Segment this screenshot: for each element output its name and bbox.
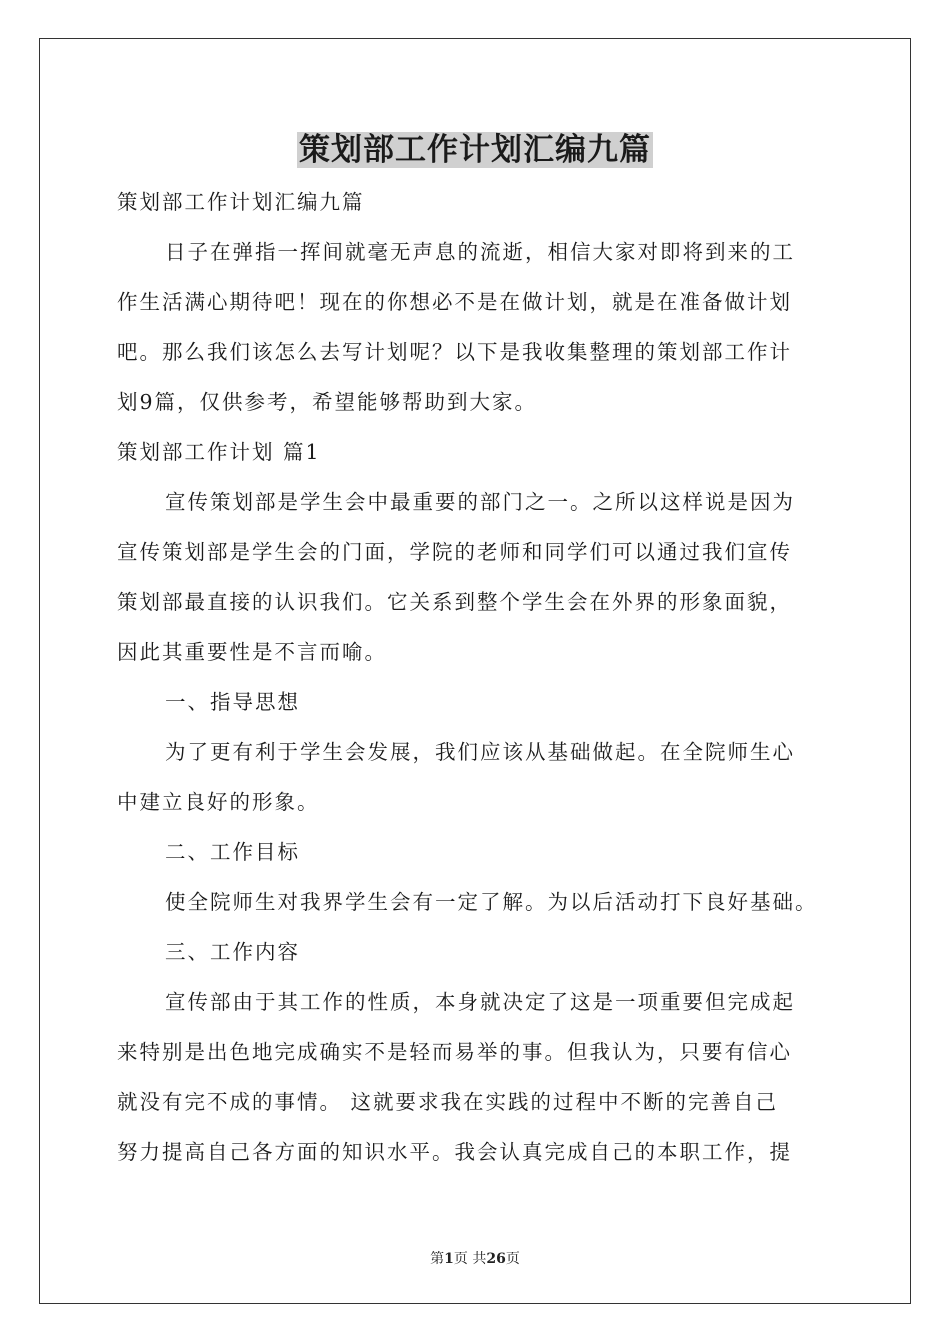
text-line: 作生活满心期待吧！现在的你想必不是在做计划，就是在准备做计划: [117, 290, 792, 314]
document-title-text: 策划部工作计划汇编九篇: [299, 132, 651, 168]
footer-middle: 页 共: [453, 1251, 487, 1267]
text-line: 努力提高自己各方面的知识水平。我会认真完成自己的本职工作，提: [117, 1140, 792, 1164]
footer-suffix: 页: [505, 1251, 520, 1267]
text-line: 三、工作内容: [165, 940, 300, 964]
text-line: 策划部工作计划 篇1: [117, 440, 321, 464]
text-line: 策划部工作计划汇编九篇: [117, 190, 365, 214]
text-line: 策划部最直接的认识我们。它关系到整个学生会在外界的形象面貌，: [117, 590, 792, 614]
text-line: 为了更有利于学生会发展，我们应该从基础做起。在全院师生心: [165, 740, 795, 764]
text-line: 日子在弹指一挥间就毫无声息的流逝，相信大家对即将到来的工: [165, 240, 795, 264]
text-line: 中建立良好的形象。: [117, 790, 320, 814]
text-line: 二、工作目标: [165, 840, 300, 864]
text-line: 划9篇，仅供参考，希望能够帮助到大家。: [117, 390, 538, 414]
text-line: 吧。那么我们该怎么去写计划呢？以下是我收集整理的策划部工作计: [117, 340, 792, 364]
text-line: 使全院师生对我界学生会有一定了解。为以后活动打下良好基础。: [165, 890, 818, 914]
text-line: 一、指导思想: [165, 690, 300, 714]
footer-page-number: 1: [444, 1251, 454, 1267]
document-title: [0, 128, 950, 172]
document-body: [117, 177, 839, 1177]
page-footer: [0, 1248, 950, 1268]
text-line: 宣传部由于其工作的性质，本身就决定了这是一项重要但完成起: [165, 990, 795, 1014]
text-line: 就没有完不成的事情。 这就要求我在实践的过程中不断的完善自己: [117, 1090, 779, 1114]
footer-prefix: 第: [430, 1251, 445, 1267]
text-line: 因此其重要性是不言而喻。: [117, 640, 387, 664]
footer-total-pages: 26: [486, 1251, 506, 1267]
text-line: 宣传策划部是学生会的门面，学院的老师和同学们可以通过我们宣传: [117, 540, 792, 564]
text-line: 来特别是出色地完成确实不是轻而易举的事。但我认为，只要有信心: [117, 1040, 792, 1064]
text-line: 宣传策划部是学生会中最重要的部门之一。之所以这样说是因为: [165, 490, 795, 514]
